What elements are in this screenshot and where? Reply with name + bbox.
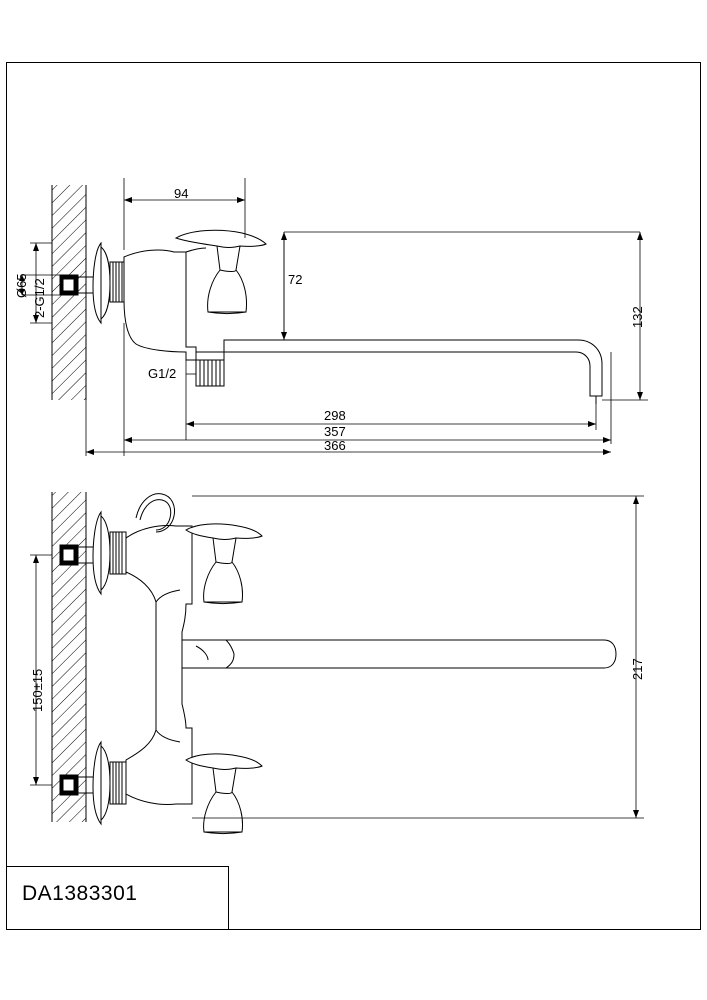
dimension-298: 298 bbox=[324, 408, 346, 423]
dimension-366: 366 bbox=[324, 438, 346, 453]
dimension-diameter-65: Ø65 bbox=[14, 273, 29, 298]
part-number: DA1383301 bbox=[22, 882, 138, 905]
dimension-72: 72 bbox=[288, 272, 303, 287]
dimension-94: 94 bbox=[174, 186, 189, 201]
label-g-half: G1/2 bbox=[148, 366, 177, 381]
dimension-217: 217 bbox=[630, 658, 645, 680]
dimension-357: 357 bbox=[324, 424, 346, 439]
dimension-150-tol: 150±15 bbox=[30, 668, 45, 712]
dimension-132: 132 bbox=[630, 306, 645, 328]
dimension-2-g-half: 2-G1/2 bbox=[32, 278, 47, 318]
